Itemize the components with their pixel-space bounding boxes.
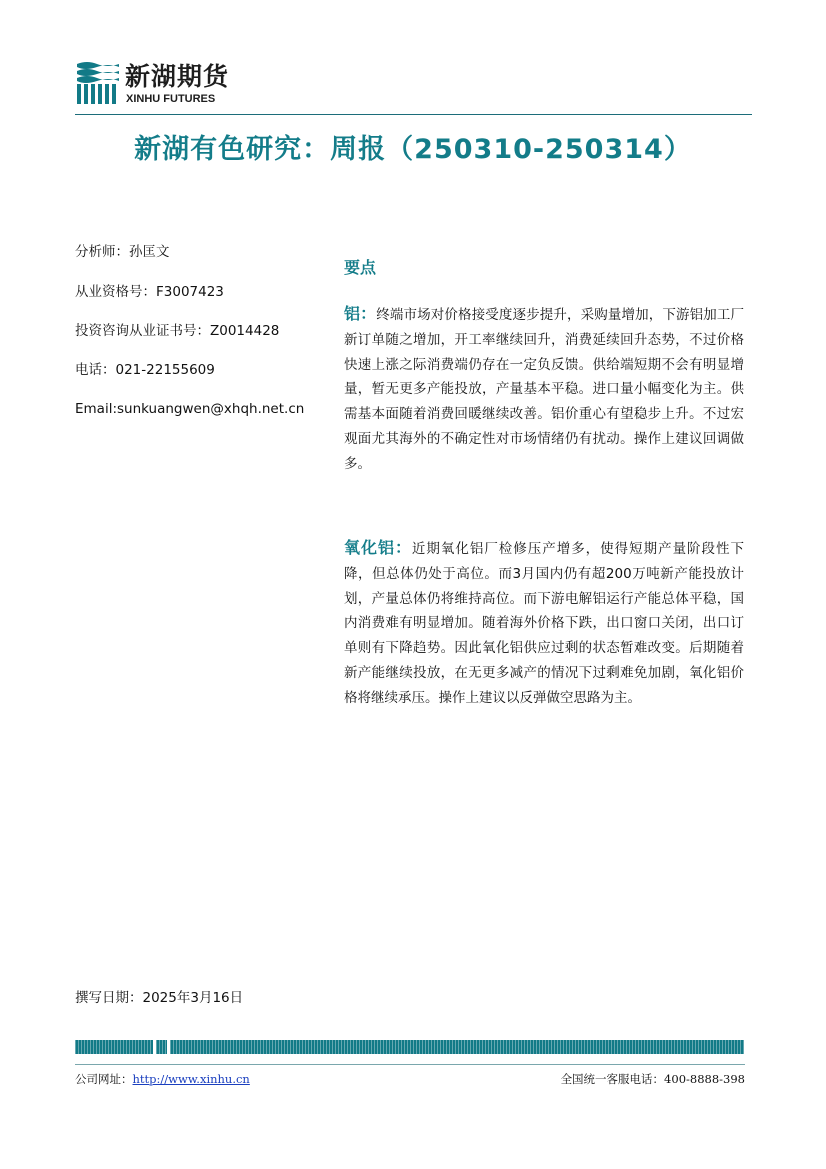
logo-chinese-name: 新湖期货 bbox=[125, 62, 230, 91]
footer-website bbox=[75, 1071, 250, 1087]
aluminum-text: 终端市场对价格接受度逐步提升，采购量增加，下游铝加工厂新订单随之增加，开工率继续回升，消费延续回升态势，不过价格快速上涨之际消费端仍存在一定负反馈。供给端短期不会有明显增量，暂无更多产能投放，产量基本平稳。进口量小幅变化为主。供需基本面随着消费回暖继续改善。铝价重心有望稳步上升。不过宏观面尤其海外的不确定性对市场情绪仍有扰动。操作上建议回调做多。 bbox=[344, 307, 744, 472]
report-title: 新湖有色研究：周报（250310-250314） bbox=[134, 134, 692, 165]
footer-stripe-bar bbox=[170, 1040, 744, 1054]
consulting-cert-number: 投资咨询从业证书号：Z0014428 bbox=[75, 323, 280, 339]
analyst-name: 分析师：孙匡文 bbox=[75, 244, 170, 260]
writing-date: 撰写日期：2025年3月16日 bbox=[75, 990, 244, 1006]
alumina-lead: 氧化铝： bbox=[344, 538, 412, 557]
footer-stripe-bar bbox=[75, 1040, 153, 1054]
footer-stripe-bar bbox=[156, 1040, 167, 1054]
alumina-text: 近期氧化铝厂检修压产增多，使得短期产量阶段性下降，但总体仍处于高位。而3月国内仍有超200万吨新产能投放计划，产量总体仍将维持高位。而下游电解铝运行产能总体平稳，国内消费难有明显增加。随着海外价格下跌，出口窗口关闭，出口订单则有下降趋势。因此氧化铝供应过剩的状态暂难改变。后期随着新产能继续投放，在无更多减产的情况下过剩难免加剧，氧化铝价格将继续承压。操作上建议以反弹做空思路为主。 bbox=[344, 541, 744, 706]
website-label: 公司网址： bbox=[75, 1072, 133, 1086]
phone-number: 电话：021-22155609 bbox=[75, 362, 215, 378]
xinhu-waves-icon bbox=[75, 60, 121, 106]
footer-hotline: 全国统一客服电话：400-8888-398 bbox=[560, 1072, 745, 1086]
aluminum-paragraph bbox=[344, 302, 744, 477]
website-link[interactable]: http://www.xinhu.cn bbox=[132, 1072, 250, 1086]
aluminum-lead: 铝： bbox=[344, 304, 377, 323]
qualification-number: 从业资格号：F3007423 bbox=[75, 284, 224, 300]
header-divider bbox=[75, 114, 752, 115]
company-logo bbox=[75, 60, 255, 108]
footer-divider bbox=[75, 1064, 745, 1065]
key-points-heading: 要点 bbox=[344, 258, 377, 277]
logo-english-name: XINHU FUTURES bbox=[126, 93, 216, 105]
email-address: Email:sunkuangwen@xhqh.net.cn bbox=[75, 401, 305, 417]
alumina-paragraph bbox=[344, 536, 744, 711]
